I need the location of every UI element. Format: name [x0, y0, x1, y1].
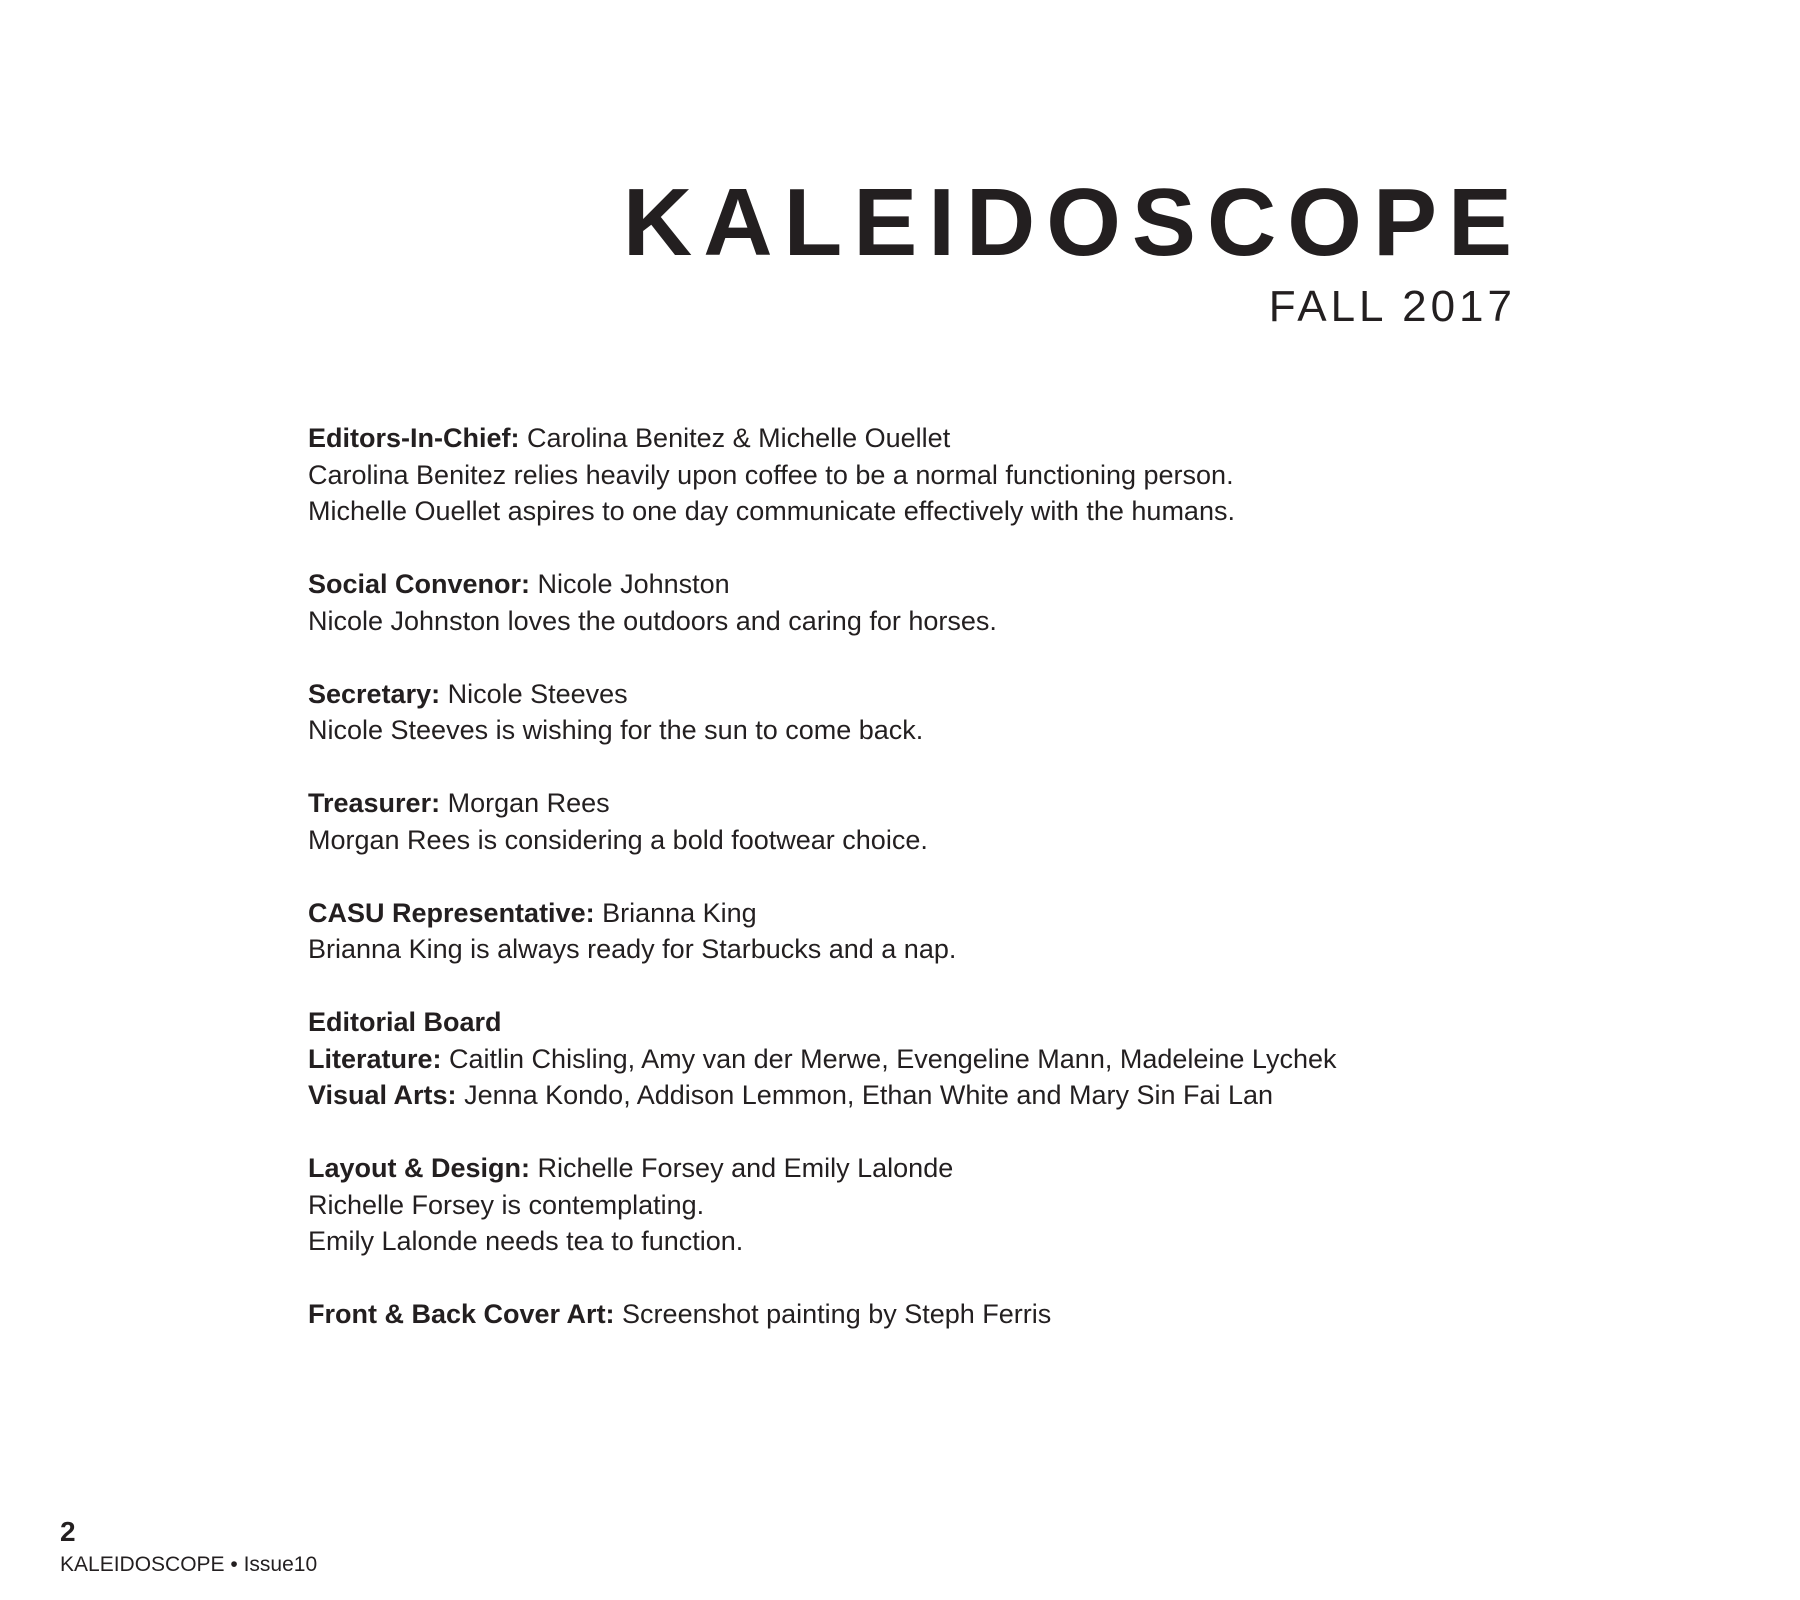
credit-role-label: CASU Representative:	[308, 897, 595, 928]
credit-role-label: Editorial Board	[308, 1007, 502, 1037]
credit-section	[308, 566, 1508, 639]
credit-line	[308, 1004, 1508, 1041]
credit-text: Brianna King	[594, 897, 757, 928]
credit-text: Nicole Johnston loves the outdoors and caring for horses.	[308, 605, 997, 636]
credit-section	[308, 1150, 1508, 1260]
credit-line	[308, 457, 1508, 494]
credit-line	[308, 1187, 1508, 1224]
credit-role-label: Social Convenor:	[308, 569, 531, 599]
credit-line	[308, 566, 1508, 603]
staff-credits	[308, 420, 1508, 1369]
credit-line	[308, 1077, 1508, 1114]
credit-text: Carolina Benitez relies heavily upon coffee to be a normal functioning person.	[308, 459, 1234, 490]
credit-text: Brianna King is always ready for Starbucks and a nap.	[308, 934, 957, 964]
credit-text: Emily Lalonde needs tea to function.	[308, 1226, 744, 1256]
credit-role-label: Front & Back Cover Art:	[308, 1299, 615, 1329]
credit-section	[308, 420, 1508, 530]
credit-role-label: Treasurer:	[308, 788, 441, 818]
credit-section	[308, 895, 1508, 968]
credit-text: Morgan Rees is considering a bold footwear choice.	[308, 824, 928, 855]
credit-section	[308, 785, 1508, 858]
masthead	[622, 169, 1523, 331]
credit-text: Screenshot painting by Steph Ferris	[614, 1299, 1052, 1329]
page-number: 2	[60, 1516, 76, 1547]
credit-section	[308, 1296, 1508, 1333]
credit-text: Carolina Benitez & Michelle Ouellet	[519, 423, 951, 453]
credit-text: Caitlin Chisling, Amy van der Merwe, Evengeline Mann, Madeleine Lychek	[441, 1043, 1337, 1074]
page-footer	[60, 1518, 317, 1575]
credit-role-label: Literature:	[308, 1043, 442, 1074]
credit-text: Nicole Steeves	[440, 678, 628, 709]
credit-line	[308, 1041, 1508, 1078]
credit-line	[308, 1150, 1508, 1187]
running-footer: KALEIDOSCOPE • Issue10	[60, 1553, 318, 1576]
credit-text: Michelle Ouellet aspires to one day communicate effectively with the humans.	[308, 496, 1235, 526]
credit-text: Morgan Rees	[440, 788, 610, 818]
credit-line	[308, 895, 1508, 932]
credit-text: Jenna Kondo, Addison Lemmon, Ethan White and Mary Sin Fai Lan	[456, 1080, 1274, 1110]
credit-role-label: Editors-In-Chief:	[308, 423, 520, 453]
credit-line	[308, 1223, 1508, 1260]
credit-role-label: Visual Arts:	[308, 1080, 457, 1110]
credit-line	[308, 822, 1508, 859]
credit-text: Nicole Steeves is wishing for the sun to come back.	[308, 715, 924, 745]
credit-role-label: Layout & Design:	[308, 1153, 531, 1183]
credit-line	[308, 931, 1508, 968]
credit-section	[308, 676, 1508, 749]
credit-section	[308, 1004, 1508, 1114]
credit-line	[308, 420, 1508, 457]
credit-line	[308, 603, 1508, 640]
credit-role-label: Secretary:	[308, 678, 441, 709]
credit-line	[308, 676, 1508, 713]
credit-text: Richelle Forsey and Emily Lalonde	[530, 1153, 954, 1183]
credit-line	[308, 493, 1508, 530]
credit-line	[308, 712, 1508, 749]
credit-text: Richelle Forsey is contemplating.	[308, 1189, 705, 1220]
credit-line	[308, 785, 1508, 822]
issue-season: FALL 2017	[1268, 282, 1516, 331]
credit-text: Nicole Johnston	[530, 569, 730, 599]
magazine-title: KALEIDOSCOPE	[622, 169, 1523, 276]
credit-line	[308, 1296, 1508, 1333]
